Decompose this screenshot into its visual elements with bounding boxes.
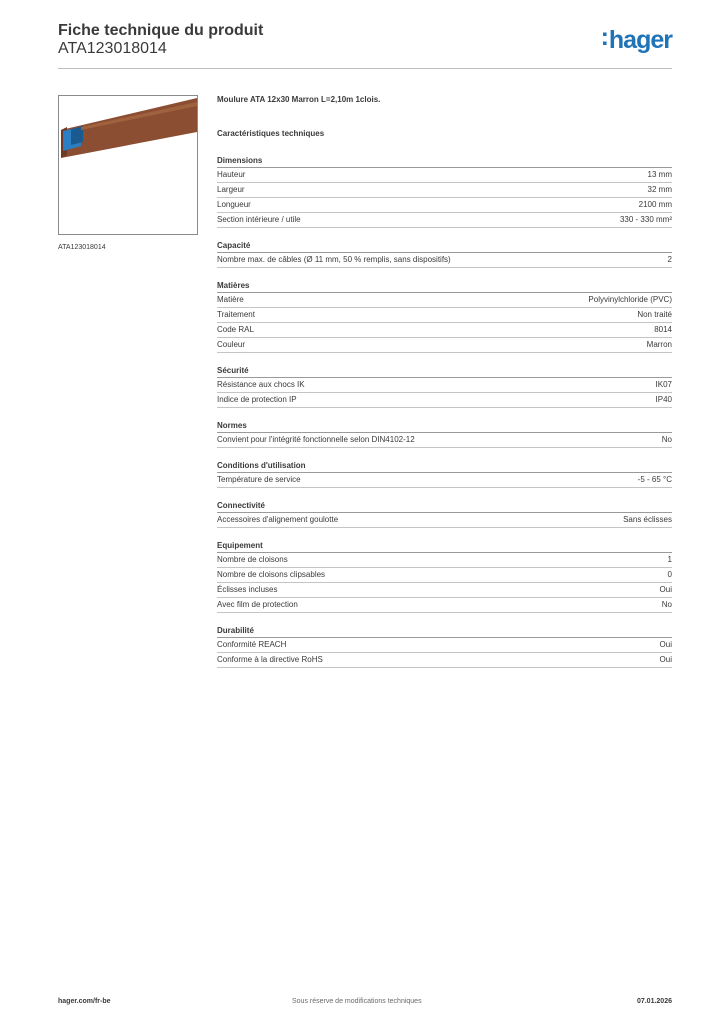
page-title: Fiche technique du produit	[58, 22, 264, 39]
section-title: Equipement	[217, 540, 672, 553]
spec-value: 8014	[654, 325, 672, 334]
spec-row	[217, 553, 672, 568]
spec-label: Code RAL	[217, 325, 254, 334]
spec-row	[217, 378, 672, 393]
spec-label: Avec film de protection	[217, 600, 298, 609]
spec-row	[217, 213, 672, 228]
spec-value: 330 - 330 mm²	[619, 215, 672, 224]
image-caption: ATA123018014	[58, 244, 106, 251]
spec-row	[217, 598, 672, 613]
spec-value: -5 - 65 °C	[637, 475, 672, 484]
spec-value: Marron	[646, 340, 672, 349]
spec-row	[217, 168, 672, 183]
spec-row	[217, 638, 672, 653]
spec-value: 2	[667, 255, 672, 264]
spec-value: Sans éclisses	[623, 515, 672, 524]
spec-value: No	[661, 435, 672, 444]
spec-label: Accessoires d'alignement goulotte	[217, 515, 339, 524]
spec-section	[217, 365, 672, 408]
spec-label: Indice de protection IP	[217, 395, 297, 404]
spec-label: Éclisses incluses	[217, 585, 278, 594]
trunking-illustration	[59, 96, 197, 234]
spec-section	[217, 625, 672, 668]
spec-label: Résistance aux chocs IK	[217, 380, 305, 389]
spec-label: Longueur	[217, 200, 251, 209]
section-title: Matières	[217, 280, 672, 293]
tech-characteristics-title: Caractéristiques techniques	[217, 129, 325, 138]
spec-section	[217, 420, 672, 448]
spec-value: Polyvinylchloride (PVC)	[588, 295, 672, 304]
spec-label: Nombre max. de câbles (Ø 11 mm, 50 % remplis, sans dispositifs)	[217, 255, 451, 264]
spec-value: Oui	[659, 640, 672, 649]
spec-row	[217, 183, 672, 198]
spec-label: Couleur	[217, 340, 246, 349]
section-title: Sécurité	[217, 365, 672, 378]
product-image	[58, 95, 198, 235]
spec-content	[217, 95, 672, 668]
spec-label: Conformité REACH	[217, 640, 287, 649]
section-title: Normes	[217, 420, 672, 433]
spec-label: Température de service	[217, 475, 301, 484]
product-name: Moulure ATA 12x30 Marron L=2,10m 1clois.	[217, 95, 381, 104]
spec-sections	[217, 155, 672, 668]
header-divider	[58, 68, 672, 69]
spec-label: Convient pour l'intégrité fonctionnelle selon DIN4102-12	[217, 435, 415, 444]
spec-row	[217, 293, 672, 308]
footer-website: hager.com/fr-be	[58, 998, 111, 1005]
spec-section	[217, 500, 672, 528]
spec-label: Nombre de cloisons	[217, 555, 288, 564]
spec-value: 0	[667, 570, 672, 579]
section-title: Capacité	[217, 240, 672, 253]
spec-section	[217, 540, 672, 613]
spec-label: Largeur	[217, 185, 245, 194]
spec-section	[217, 280, 672, 353]
spec-row	[217, 513, 672, 528]
section-title: Dimensions	[217, 155, 672, 168]
logo-text: hager	[608, 26, 672, 54]
spec-value: 1	[667, 555, 672, 564]
section-title: Durabilité	[217, 625, 672, 638]
footer-disclaimer: Sous réserve de modifications techniques	[292, 998, 422, 1005]
spec-section	[217, 240, 672, 268]
spec-section	[217, 155, 672, 228]
spec-row	[217, 253, 672, 268]
spec-row	[217, 308, 672, 323]
spec-value: 32 mm	[647, 185, 672, 194]
section-title: Conditions d'utilisation	[217, 460, 672, 473]
spec-row	[217, 323, 672, 338]
spec-label: Nombre de cloisons clipsables	[217, 570, 326, 579]
section-title: Connectivité	[217, 500, 672, 513]
spec-section	[217, 460, 672, 488]
spec-row	[217, 433, 672, 448]
spec-label: Matière	[217, 295, 244, 304]
spec-row	[217, 583, 672, 598]
spec-value: No	[661, 600, 672, 609]
spec-value: Oui	[659, 655, 672, 664]
logo-dots-icon: :	[600, 23, 608, 51]
spec-row	[217, 198, 672, 213]
spec-row	[217, 653, 672, 668]
spec-label: Section intérieure / utile	[217, 215, 301, 224]
spec-value: IP40	[655, 395, 672, 404]
spec-value: 13 mm	[647, 170, 672, 179]
spec-row	[217, 568, 672, 583]
spec-label: Hauteur	[217, 170, 246, 179]
spec-value: Non traité	[637, 310, 672, 319]
spec-label: Traitement	[217, 310, 255, 319]
page-header	[58, 20, 672, 70]
hager-logo	[600, 23, 672, 55]
spec-value: IK07	[655, 380, 672, 389]
spec-row	[217, 338, 672, 353]
spec-value: 2100 mm	[638, 200, 672, 209]
product-reference: ATA123018014	[58, 40, 167, 57]
spec-row	[217, 393, 672, 408]
spec-row	[217, 473, 672, 488]
spec-label: Conforme à la directive RoHS	[217, 655, 323, 664]
spec-value: Oui	[659, 585, 672, 594]
footer-date: 07.01.2026	[636, 998, 672, 1005]
